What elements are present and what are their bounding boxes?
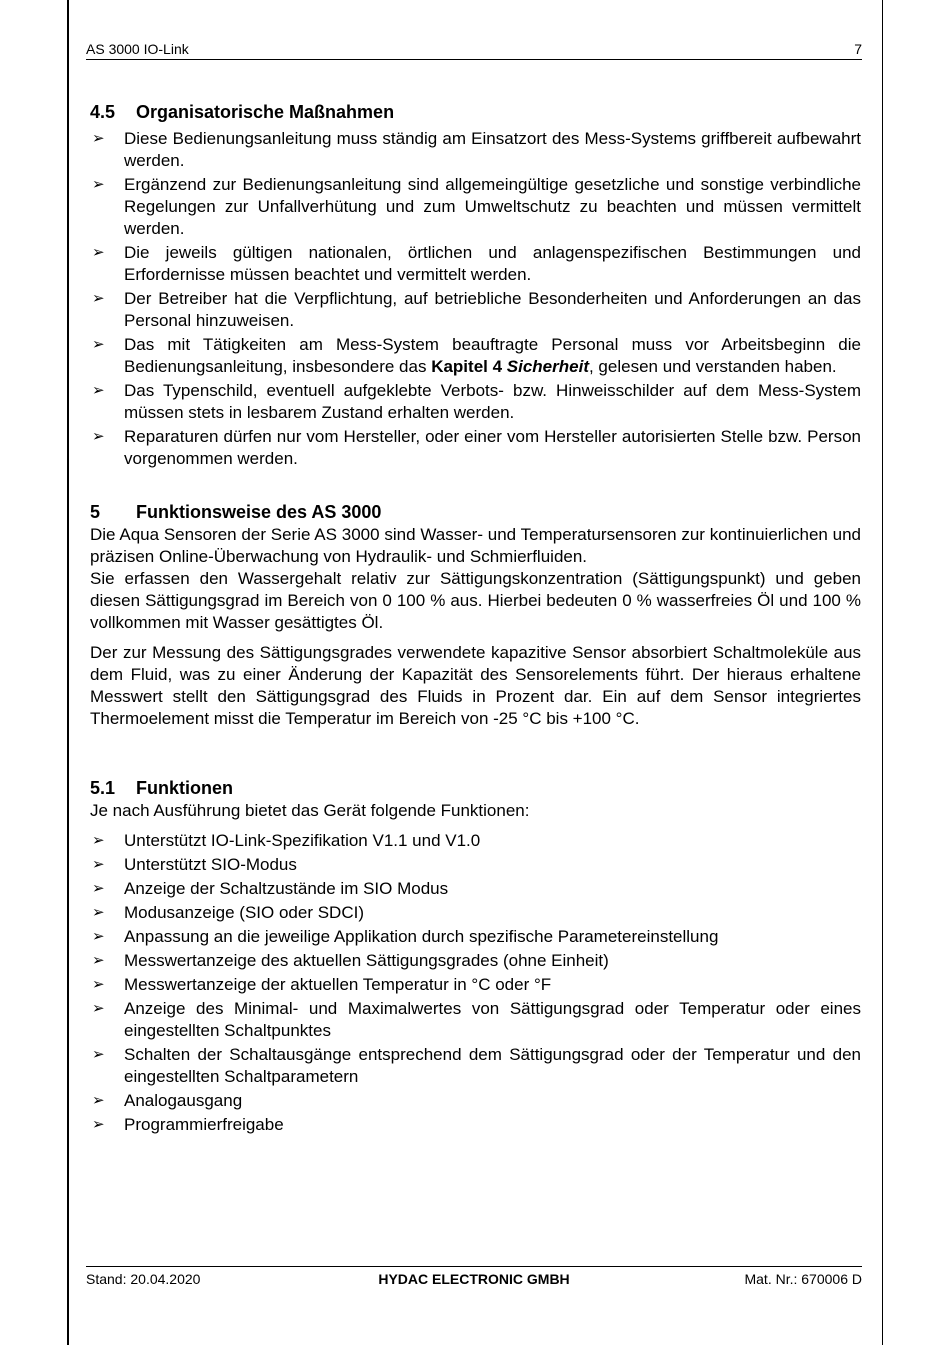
arrow-bullet-icon: ➢ — [92, 1092, 105, 1109]
list-item: ➢ Diese Bedienungsanleitung muss ständig am Einsatzort des Mess-Systems griffbereit aufbewahrt werden. — [92, 129, 861, 170]
arrow-bullet-icon: ➢ — [92, 130, 105, 147]
functions-list — [90, 830, 861, 1136]
list-item: ➢ Das Typenschild, eventuell aufgeklebte Verbots- bzw. Hinweisschilder auf dem Mess-System müssen stets in lesbarem Zustand erhalten werden. — [92, 381, 861, 422]
paragraph: Der zur Messung des Sättigungsgrades verwendete kapazitive Sensor absorbiert Schaltmoleküle aus dem Fluid, was zu einer Änderung der Kapazität des Sensorelements führt. Der hieraus erhaltene Messwert stellt den Sättigungsgrad des Fluids in Prozent dar. Ein auf dem Sensor integriertes Thermoelement misst die Temperatur im Bereich von -25 °C bis +100 °C. — [90, 643, 861, 728]
arrow-bullet-icon: ➢ — [92, 952, 105, 969]
arrow-bullet-icon: ➢ — [92, 1000, 105, 1017]
section-title: Funktionsweise des AS 3000 — [136, 502, 382, 522]
paragraph: Die Aqua Sensoren der Serie AS 3000 sind Wasser- und Temperatursensoren zur kontinuierlichen und präzisen Online-Überwachung von Hydraulik- und Schmierfluiden. — [90, 525, 861, 566]
list-item: ➢ Unterstützt IO-Link-Spezifikation V1.1 und V1.0 — [92, 831, 481, 850]
list-item: ➢ Analogausgang — [92, 1091, 243, 1110]
section-number: 5.1 — [90, 778, 116, 798]
right-margin-rule — [882, 0, 883, 1345]
page-content — [90, 100, 861, 1138]
arrow-bullet-icon: ➢ — [92, 880, 105, 897]
footer-date: Stand: 20.04.2020 — [86, 1271, 201, 1287]
list-item: ➢ Messwertanzeige des aktuellen Sättigungsgrades (ohne Einheit) — [92, 951, 609, 970]
list-item: ➢ Messwertanzeige der aktuellen Temperatur in °C oder °F — [92, 975, 552, 994]
section-heading-5-1 — [90, 776, 861, 800]
left-margin-rule — [67, 0, 69, 1345]
list-item: ➢ Anpassung an die jeweilige Applikation durch spezifische Parametereinstellung — [92, 927, 719, 946]
chapter-reference: Kapitel 4 — [431, 357, 507, 376]
list-item: ➢ Der Betreiber hat die Verpflichtung, auf betriebliche Besonderheiten und Anforderungen an das Personal hinzuweisen. — [92, 289, 861, 330]
paragraph: Je nach Ausführung bietet das Gerät folgende Funktionen: — [90, 801, 530, 820]
page-footer — [86, 1266, 862, 1287]
arrow-bullet-icon: ➢ — [92, 428, 105, 445]
list-item: ➢ Modusanzeige (SIO oder SDCI) — [92, 903, 364, 922]
list-item: ➢ Anzeige der Schaltzustände im SIO Modus — [92, 879, 449, 898]
organisational-measures-list — [90, 128, 861, 470]
list-item: ➢ Anzeige des Minimal- und Maximalwertes von Sättigungsgrad oder Temperatur oder eines eingestellten Schaltpunktes — [92, 999, 861, 1040]
arrow-bullet-icon: ➢ — [92, 1046, 105, 1063]
list-item: ➢ Programmierfreigabe — [92, 1115, 284, 1134]
header-page-number: 7 — [854, 41, 862, 57]
footer-material-number: Mat. Nr.: 670006 D — [744, 1271, 862, 1287]
arrow-bullet-icon: ➢ — [92, 1116, 105, 1133]
arrow-bullet-icon: ➢ — [92, 904, 105, 921]
arrow-bullet-icon: ➢ — [92, 382, 105, 399]
paragraph: Sie erfassen den Wassergehalt relativ zur Sättigungskonzentration (Sättigungspunkt) und geben diesen Sättigungsgrad im Bereich von 0 100 % aus. Hierbei bedeuten 0 % wasserfreies Öl und 100 % vollkommen mit Wasser gesättigtes Öl. — [90, 569, 861, 632]
section-heading-5 — [90, 500, 861, 524]
section-title: Organisatorische Maßnahmen — [136, 102, 395, 122]
footer-company: HYDAC ELECTRONIC GMBH — [378, 1271, 570, 1287]
arrow-bullet-icon: ➢ — [92, 244, 105, 261]
list-item: ➢ Unterstützt SIO-Modus — [92, 855, 297, 874]
list-item: ➢ Schalten der Schaltausgänge entsprechend dem Sättigungsgrad oder der Temperatur und den eingestellten Schaltparametern — [92, 1045, 861, 1086]
list-item: ➢ Ergänzend zur Bedienungsanleitung sind allgemeingültige gesetzliche und sonstige verbindliche Regelungen zur Unfallverhütung und zum Umweltschutz zu beachten und müssen vermittelt werden. — [92, 175, 861, 238]
header-document-title: AS 3000 IO-Link — [86, 41, 189, 57]
page-header — [86, 41, 862, 60]
arrow-bullet-icon: ➢ — [92, 976, 105, 993]
section-number: 4.5 — [90, 102, 116, 122]
section-title: Funktionen — [136, 778, 233, 798]
arrow-bullet-icon: ➢ — [92, 336, 105, 353]
section-number: 5 — [90, 502, 101, 522]
arrow-bullet-icon: ➢ — [92, 928, 105, 945]
section-heading-4-5 — [90, 100, 861, 124]
arrow-bullet-icon: ➢ — [92, 832, 105, 849]
list-item: ➢ Das mit Tätigkeiten am Mess-System beauftragte Personal muss vor Arbeitsbeginn die Bedienungsanleitung, insbesondere das Kapitel 4 Sicherheit, gelesen und verstanden haben. — [92, 335, 861, 376]
arrow-bullet-icon: ➢ — [92, 290, 105, 307]
chapter-reference-title: Sicherheit — [506, 357, 589, 376]
list-item: ➢ Reparaturen dürfen nur vom Hersteller, oder einer vom Hersteller autorisierten Stelle bzw. Person vorgenommen werden. — [92, 427, 861, 468]
arrow-bullet-icon: ➢ — [92, 176, 105, 193]
list-item: ➢ Die jeweils gültigen nationalen, örtlichen und anlagenspezifischen Bestimmungen und Erfordernisse müssen beachtet und vermittelt werden. — [92, 243, 861, 284]
arrow-bullet-icon: ➢ — [92, 856, 105, 873]
